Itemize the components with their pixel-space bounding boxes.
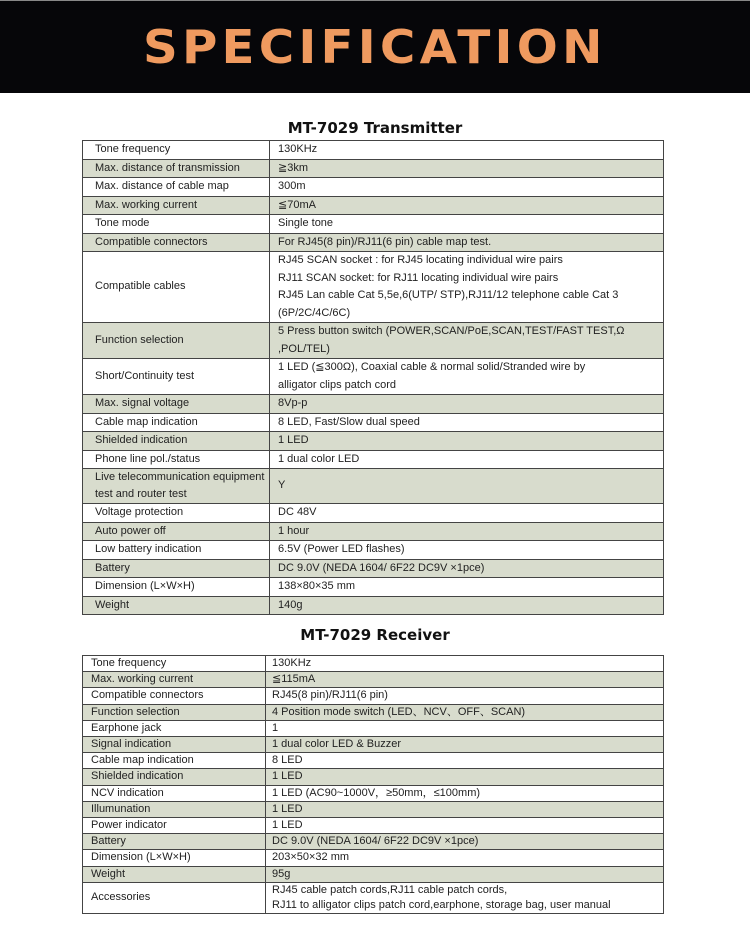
table-row [83,596,664,615]
spec-value-line: Y [278,479,286,492]
spec-value-line: RJ45(8 pin)/RJ11(6 pin) [272,689,388,702]
spec-value [270,522,664,541]
table-row [83,769,664,785]
table-row [83,141,664,160]
spec-value-line: 6.5V (Power LED flashes) [278,543,405,555]
spec-value [270,159,664,178]
table-row [83,882,664,913]
spec-value [270,432,664,451]
spec-value [270,559,664,578]
spec-value-line: RJ45 Lan cable Cat 5,5e,6(UTP/ STP),RJ11/12 telephone cable Cat 3 [278,289,619,301]
table-row [83,578,664,597]
spec-value-line: 8 LED [272,754,303,767]
spec-value [266,688,664,704]
spec-value-line: 140g [278,598,303,611]
spec-value [270,578,664,597]
table-row [83,656,664,672]
table-row [83,541,664,560]
spec-label: Shielded indication [83,432,270,451]
specification-banner [0,0,750,93]
spec-value-line: 8 LED, Fast/Slow dual speed [278,415,420,428]
table-row [83,801,664,817]
spec-value-line: RJ45 cable patch cords,RJ11 cable patch cords, [272,883,508,896]
spec-value-line: ≦115mA [272,673,316,686]
table-row [83,469,664,504]
receiver-title: MT-7029 Receiver [300,626,450,644]
spec-label: Tone mode [83,215,270,234]
spec-value-line: ≧3km [278,161,308,174]
spec-value-line: 203×50×32 mm [272,851,350,864]
spec-label: Battery [83,834,266,850]
spec-value-line: For RJ45(8 pin)/RJ11(6 pin) cable map test. [278,235,492,248]
spec-label: Low battery indication [83,541,270,560]
receiver-spec-table [82,655,664,914]
spec-value-line: 1 LED [278,434,309,446]
spec-label: Max. working current [83,672,266,688]
spec-label: Auto power off [83,522,270,541]
spec-label: Accessories [83,882,266,913]
table-row [83,233,664,252]
spec-value-line: ,POL/TEL) [278,342,330,355]
spec-value-line: 138×80×35 mm [278,580,356,592]
spec-value-line: 1 dual color LED [278,452,360,465]
table-row [83,178,664,197]
spec-label: Dimension (L×W×H) [83,850,266,866]
spec-label: Power indicator [83,818,266,834]
spec-value [266,818,664,834]
spec-value-line: 1 LED [272,802,303,815]
table-row [83,432,664,451]
spec-value [266,801,664,817]
table-row [83,850,664,866]
spec-value [270,395,664,414]
spec-label: Illumunation [83,801,266,817]
spec-value [270,233,664,252]
spec-value-line: RJ45 SCAN socket : for RJ45 locating individual wire pairs [278,254,563,266]
spec-label: Max. working current [83,196,270,215]
table-row [83,196,664,215]
spec-value [266,656,664,672]
spec-label: Tone frequency [83,141,270,160]
spec-value [266,866,664,882]
table-row [83,504,664,523]
spec-value-line: 1 LED [272,770,303,783]
table-row [83,866,664,882]
table-row [83,522,664,541]
spec-label: Compatible connectors [83,233,270,252]
spec-value [270,252,664,323]
spec-value-line: Single tone [278,217,334,229]
banner-title: SPECIFICATION [143,20,607,74]
spec-label: Cable map indication [83,413,270,432]
spec-value [270,178,664,197]
spec-label: Tone frequency [83,656,266,672]
spec-value [266,753,664,769]
spec-label: Max. distance of transmission [83,159,270,178]
spec-value-line: alligator clips patch cord [278,378,397,391]
spec-value-line: 5 Press button switch (POWER,SCAN/PoE,SCAN,TEST/FAST TEST,Ω [278,325,625,337]
transmitter-spec-table [82,140,664,615]
spec-value [270,541,664,560]
table-row [83,818,664,834]
table-row [83,359,664,395]
table-row [83,215,664,234]
table-row [83,834,664,850]
spec-value-line: 130KHz [272,657,312,669]
spec-label: Max. distance of cable map [83,178,270,197]
spec-value-line: DC 9.0V (NEDA 1604/ 6F22 DC9V ×1pce) [278,561,485,574]
spec-label: Live telecommunication equipment test and router test [83,469,270,504]
table-row [83,559,664,578]
spec-value-line: 1 LED (≦300Ω), Coaxial cable & normal solid/Stranded wire by [278,361,586,373]
transmitter-title: MT-7029 Transmitter [287,119,463,137]
table-row [83,395,664,414]
spec-value [266,785,664,801]
spec-value-line: RJ11 to alligator clips patch cord,earphone, storage bag, user manual [272,899,611,912]
table-row [83,704,664,720]
spec-value-line: DC 9.0V (NEDA 1604/ 6F22 DC9V ×1pce) [272,835,479,848]
spec-value [266,882,664,913]
spec-value-line: 1 dual color LED & Buzzer [272,738,402,751]
spec-label: Weight [83,596,270,615]
spec-label: Phone line pol./status [83,450,270,469]
spec-value [266,704,664,720]
spec-value-line: 1 LED [272,819,303,832]
spec-value [270,215,664,234]
spec-label: Shielded indication [83,769,266,785]
spec-label: Cable map indication [83,753,266,769]
spec-value-line: 300m [278,180,306,192]
spec-value-line: 1 [272,721,279,734]
spec-value-line: 1 hour [278,524,310,537]
spec-value [270,469,664,504]
spec-label: Signal indication [83,737,266,753]
spec-value [270,196,664,215]
table-row [83,252,664,323]
spec-value [270,504,664,523]
spec-label: Compatible cables [83,252,270,323]
spec-value [266,850,664,866]
spec-value [270,141,664,160]
table-row [83,413,664,432]
spec-value [270,596,664,615]
spec-label: Function selection [83,704,266,720]
spec-value-line: 95g [272,867,291,880]
spec-value [270,323,664,359]
spec-value-line: ≦70mA [278,198,316,211]
table-row [83,159,664,178]
spec-value [266,720,664,736]
spec-value-line: 130KHz [278,143,318,155]
spec-value [266,769,664,785]
spec-label: Compatible connectors [83,688,266,704]
spec-value [266,737,664,753]
table-row [83,450,664,469]
spec-label: Dimension (L×W×H) [83,578,270,597]
spec-value-line: 4 Position mode switch (LED、NCV、OFF、SCAN) [272,705,526,718]
spec-label: Earphone jack [83,720,266,736]
table-row [83,688,664,704]
table-row [83,323,664,359]
spec-label: Function selection [83,323,270,359]
spec-value [270,359,664,395]
spec-value-line: 1 LED (AC90~1000V，≥50mm，≤100mm) [272,786,481,799]
spec-label: Weight [83,866,266,882]
table-row [83,753,664,769]
spec-value [270,413,664,432]
spec-value [266,672,664,688]
table-row [83,720,664,736]
spec-label: Voltage protection [83,504,270,523]
table-row [83,737,664,753]
spec-label: Max. signal voltage [83,395,270,414]
spec-label: Battery [83,559,270,578]
table-row [83,785,664,801]
spec-label: Short/Continuity test [83,359,270,395]
spec-value-line: 8Vp-p [278,397,308,409]
spec-value-line: (6P/2C/4C/6C) [278,306,351,319]
spec-value [266,834,664,850]
spec-value-line: RJ11 SCAN socket: for RJ11 locating individual wire pairs [278,271,559,284]
spec-label: NCV indication [83,785,266,801]
spec-value-line: DC 48V [278,506,317,518]
table-row [83,672,664,688]
spec-value [270,450,664,469]
